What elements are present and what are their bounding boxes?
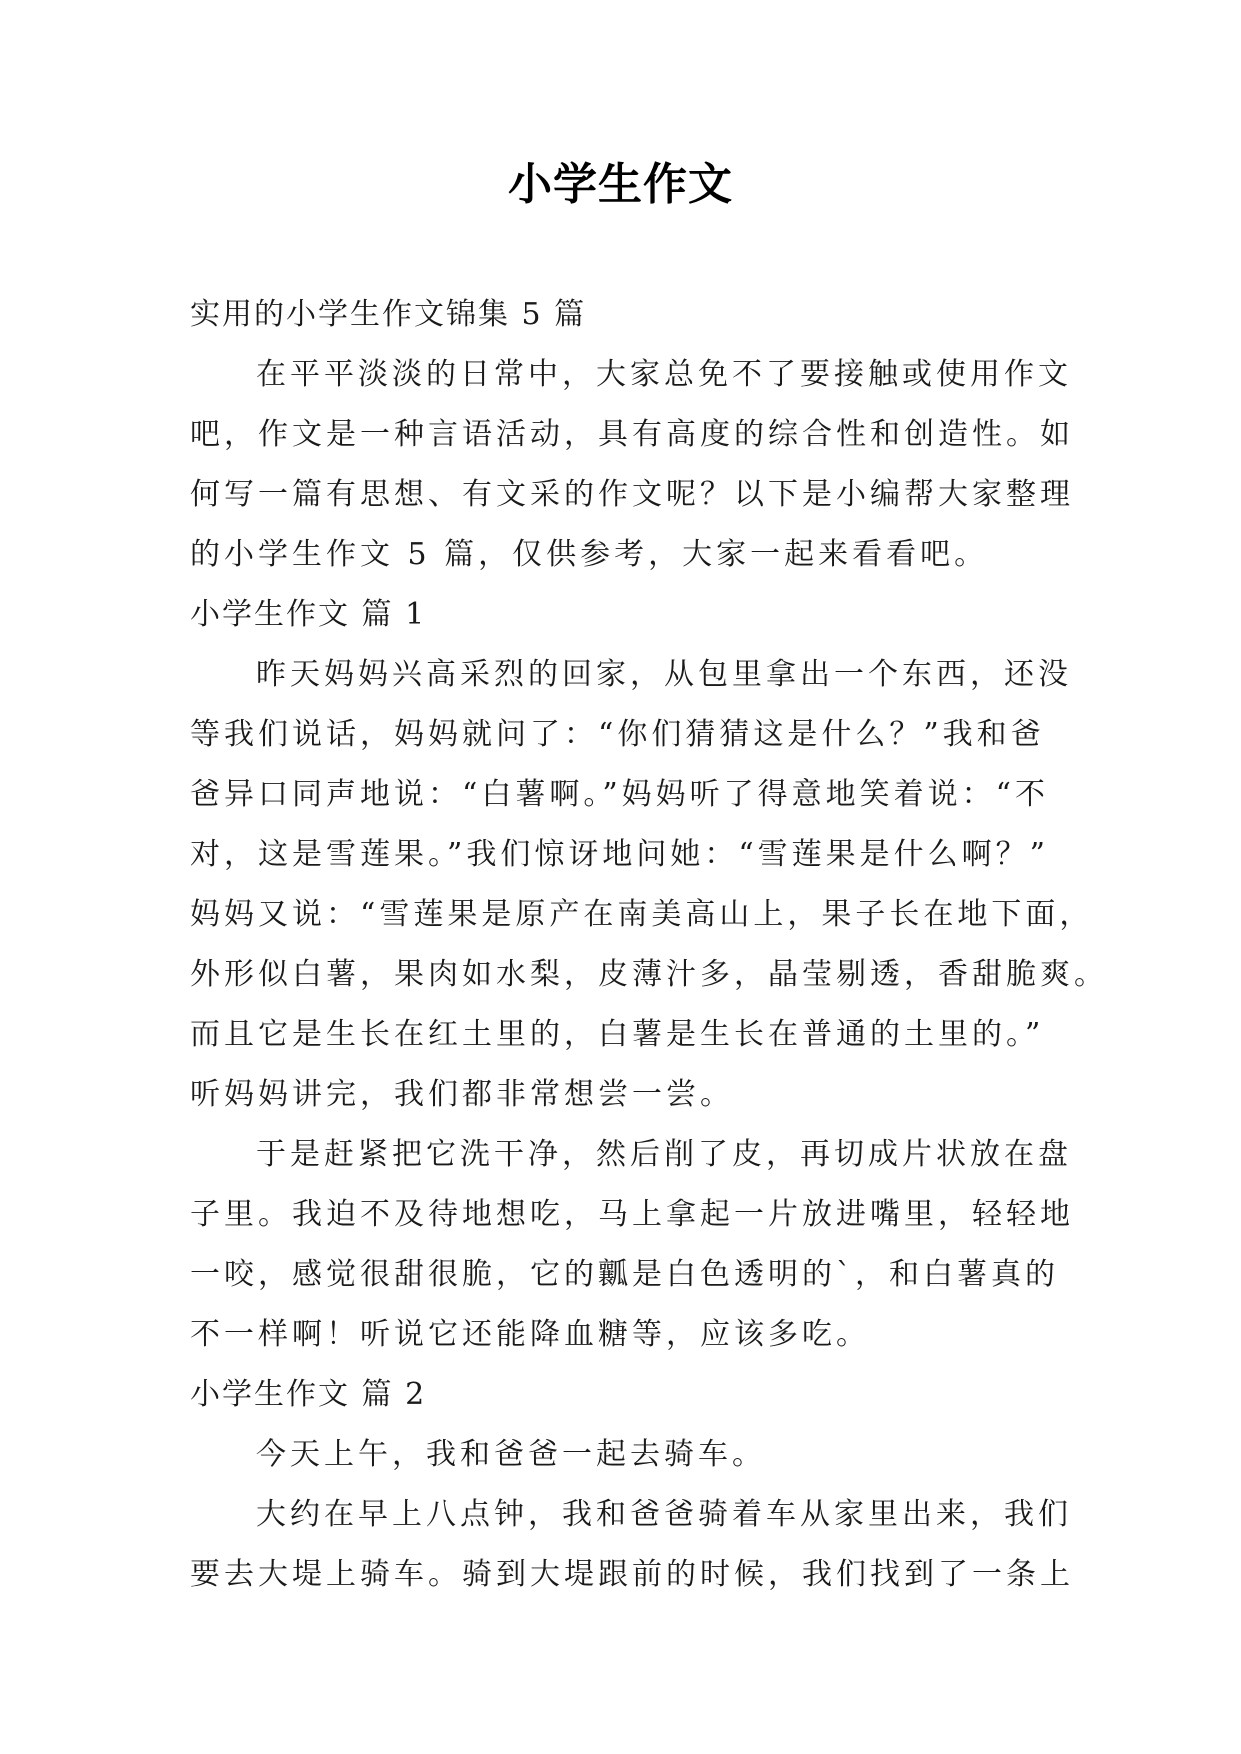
paragraph-line: 于是赶紧把它洗干净，然后削了皮，再切成片状放在盘 bbox=[256, 1137, 1072, 1172]
section-heading-2: 小学生作文 篇 2 bbox=[190, 1377, 427, 1412]
section1-paragraph-1 bbox=[190, 645, 1108, 1125]
intro-line: 吧，作文是一种言语活动，具有高度的综合性和创造性。如 bbox=[190, 417, 1074, 452]
section1-paragraph-2 bbox=[190, 1125, 1074, 1365]
document-body bbox=[190, 285, 1108, 1605]
document-subtitle: 实用的小学生作文锦集 5 篇 bbox=[190, 297, 587, 332]
paragraph-line: 对，这是雪莲果。”我们惊讶地问她：“雪莲果是什么啊？” bbox=[190, 837, 1050, 872]
paragraph-line: 不一样啊！听说它还能降血糖等，应该多吃。 bbox=[190, 1317, 870, 1352]
section2-paragraph-2 bbox=[190, 1485, 1074, 1605]
section-heading-1: 小学生作文 篇 1 bbox=[190, 597, 427, 632]
paragraph-line: 一咬，感觉很甜很脆，它的瓤是白色透明的`，和白薯真的 bbox=[190, 1257, 1059, 1292]
paragraph-line: 昨天妈妈兴高采烈的回家，从包里拿出一个东西，还没 bbox=[256, 657, 1072, 692]
intro-line: 在平平淡淡的日常中，大家总免不了要接触或使用作文 bbox=[256, 357, 1072, 392]
intro-line: 的小学生作文 5 篇，仅供参考，大家一起来看看吧。 bbox=[190, 537, 989, 572]
intro-paragraph bbox=[190, 345, 1074, 585]
paragraph-line: 外形似白薯，果肉如水梨，皮薄汁多，晶莹剔透，香甜脆爽。 bbox=[190, 957, 1108, 992]
paragraph-line: 要去大堤上骑车。骑到大堤跟前的时候，我们找到了一条上 bbox=[190, 1557, 1074, 1592]
paragraph-line: 而且它是生长在红土里的，白薯是生长在普通的土里的。” bbox=[190, 1017, 1045, 1052]
paragraph-line: 妈妈又说：“雪莲果是原产在南美高山上，果子长在地下面， bbox=[190, 897, 1094, 932]
paragraph-line: 等我们说话，妈妈就问了：“你们猜猜这是什么？”我和爸 bbox=[190, 717, 1045, 752]
paragraph-line: 听妈妈讲完，我们都非常想尝一尝。 bbox=[190, 1077, 734, 1112]
document-title: 小学生作文 bbox=[508, 159, 733, 210]
paragraph-line: 大约在早上八点钟，我和爸爸骑着车从家里出来，我们 bbox=[256, 1497, 1072, 1532]
paragraph-line: 爸异口同声地说：“白薯啊。”妈妈听了得意地笑着说：“不 bbox=[190, 777, 1050, 812]
intro-line: 何写一篇有思想、有文采的作文呢？以下是小编帮大家整理 bbox=[190, 477, 1074, 512]
paragraph-line: 今天上午，我和爸爸一起去骑车。 bbox=[256, 1437, 766, 1472]
section2-paragraph-1 bbox=[190, 1425, 1070, 1485]
paragraph-line: 子里。我迫不及待地想吃，马上拿起一片放进嘴里，轻轻地 bbox=[190, 1197, 1074, 1232]
